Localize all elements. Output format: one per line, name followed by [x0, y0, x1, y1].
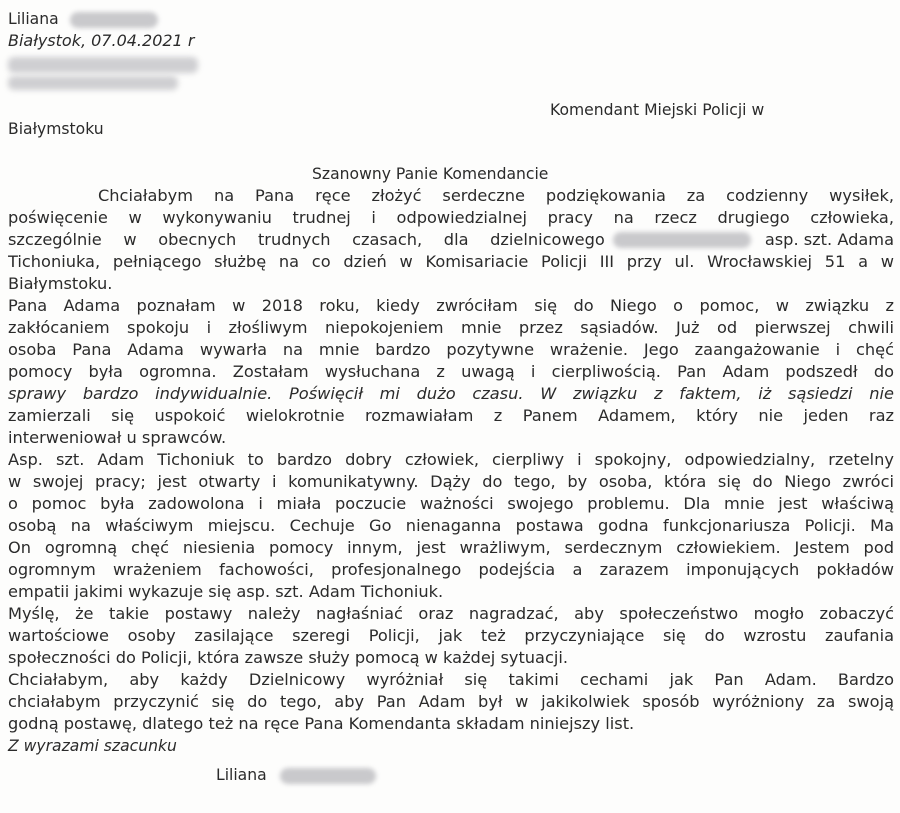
p5-line-2: chciałabym przyczynić się do tego, aby Pan Adam był w jakikolwiek sposób wyróżniony za swoją: [8, 692, 894, 711]
p4-line-1: Myślę, że takie postawy należy nagłaśniać oraz nagradzać, aby społeczeństwo mogło zobaczyć: [8, 604, 894, 623]
salutation: Szanowny Panie Komendancie: [312, 165, 549, 183]
recipient-line-1: Komendant Miejski Policji w: [550, 101, 765, 119]
p3-line-2: w swojej pracy; jest otwarty i komunikatywny. Dąży do tego, by osoba, która się do Niego zwróci: [8, 472, 894, 491]
p1-line-4: Tichoniuka, pełniącego służbę na co dzień w Komisariacie Policji III przy ul. Wrocławskiej 51 a w: [8, 252, 894, 271]
p3-line-1: Asp. szt. Adam Tichoniuk to bardzo dobry człowiek, cierpliwy i spokojny, odpowiedzialny, rzetelny: [8, 450, 894, 469]
p1-line-1: Chciałabym na Pana ręce złożyć serdeczne podziękowania za codzienny wysiłek,: [98, 186, 894, 205]
signature-name: Liliana: [216, 766, 267, 784]
redacted-address-2: [8, 76, 178, 90]
p2-line-4: pomocy była ogromna. Zostałam wysłuchana z uwagą i cierpliwością. Pan Adam podszedł do: [8, 362, 894, 381]
sender-name: [8, 9, 158, 29]
p5-line-1: Chciałabym, aby każdy Dzielnicowy wyróżniał się takimi cechami jak Pan Adam. Bardzo: [8, 670, 894, 689]
p2-line-6: zamierzali się uspokoić wielokrotnie rozmawiałam z Panem Adamem, który nie jeden raz: [8, 406, 894, 425]
p1-line-2: poświęcenie w wykonywaniu trudnej i odpowiedzialnej pracy na rzecz drugiego człowieka,: [8, 208, 894, 227]
p1-line-3-rank: asp. szt. Adama: [764, 230, 894, 249]
p3-line-4: osobą na właściwym miejscu. Cechuje Go nienaganna postawa godna funkcjonariusza Policji. Ma: [8, 516, 894, 535]
place-date: Białystok, 07.04.2021 r: [8, 31, 195, 50]
signature: [216, 765, 376, 785]
p1-line-5: Białymstoku.: [8, 274, 113, 293]
sender-first-name: Liliana: [8, 10, 59, 28]
p3-line-5: On ogromną chęć niesienia pomocy innym, jest wrażliwym, serdecznym człowiekiem. Jestem pod: [8, 538, 894, 557]
p1-line-3-text: szczególnie w obecnych trudnych czasach, dla dzielnicowego: [8, 230, 605, 249]
redacted-rank-name: [613, 232, 751, 248]
p2-line-3: osoba Pana Adama wywarła na mnie bardzo pozytywne wrażenie. Jego zaangażowanie i chęć: [8, 340, 894, 359]
recipient-line-2: Białymstoku: [8, 120, 104, 138]
redacted-signature-surname: [280, 768, 376, 784]
p4-line-2: wartościowe osoby zasilające szeregi Policji, jak też przyczyniające się do wzrostu zaufania: [8, 626, 894, 645]
p2-line-2: zakłócaniem spokoju i złośliwym niepokojeniem mnie przez sąsiadów. Już od pierwszej chwili: [8, 318, 894, 337]
p4-line-3: społeczności do Policji, która zawsze służy pomocą w każdej sytuacji.: [8, 648, 569, 667]
p2-line-7: interweniował u sprawców.: [8, 428, 227, 447]
p3-line-7: empatii jakimi wykazuje się asp. szt. Adam Tichoniuk.: [8, 582, 444, 601]
p1-line-3: [8, 230, 894, 250]
redacted-address: [8, 57, 198, 73]
redacted-surname: [70, 12, 158, 28]
p3-line-6: ogromnym wrażeniem fachowości, profesjonalnego podejścia a zarazem imponujących pokładów: [8, 560, 894, 579]
p2-line-1: Pana Adama poznałam w 2018 roku, kiedy zwróciłam się do Niego o pomoc, w związku z: [8, 296, 894, 315]
p2-line-5: sprawy bardzo indywidualnie. Poświęcił mi dużo czasu. W związku z faktem, iż sąsiedzi nie: [8, 384, 894, 403]
p3-line-3: o pomoc była zadowolona i miała poczucie ważności swojego problemu. Dla mnie jest właściwą: [8, 494, 894, 513]
p5-line-3: godną postawę, dlatego też na ręce Pana Komendanta składam niniejszy list.: [8, 714, 635, 733]
closing: Z wyrazami szacunku: [8, 737, 177, 755]
